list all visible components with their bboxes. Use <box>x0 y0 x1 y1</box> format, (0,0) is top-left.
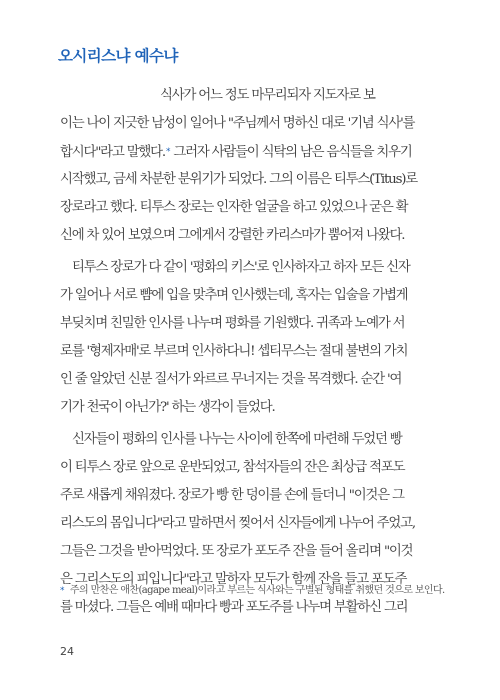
section-title: 오시리스냐 예수냐 <box>58 47 178 65</box>
text-line: 장로라고 했다. 티투스 장로는 인자한 얼굴을 하고 있었으나 굳은 확 <box>60 200 408 215</box>
text-line: 시작했고, 금세 차분한 분위기가 되었다. 그의 이름은 티투스(Titus)로 <box>60 172 418 187</box>
text-line: 이는 나이 지긋한 남성이 일어나 "주님께서 명하신 대로 '기념 식사'를 <box>60 116 415 131</box>
text-line: 로를 '형제자매'로 부르며 인사하다니! 셉티무스는 절대 불변의 가치 <box>60 344 408 359</box>
text-line: 기가 천국이 아닌가?' 하는 생각이 들었다. <box>60 400 275 415</box>
text-line: 식사가 어느 정도 마무리되자 지도자로 보 <box>160 88 375 103</box>
text-line: 주로 새롭게 채워졌다. 장로가 빵 한 덩이를 손에 들더니 "이것은 그 <box>60 488 404 503</box>
body-text <box>60 82 432 626</box>
text-line: 가 일어나 서로 뺨에 입을 맞추며 인사했는데, 혹자는 입술을 가볍게 <box>60 288 408 303</box>
text-line: 부딪치며 친밀한 인사를 나누며 평화를 기원했다. 귀족과 노예가 서 <box>60 316 405 331</box>
footnote <box>60 581 450 596</box>
paragraph-1 <box>60 82 432 250</box>
text-segment: 그러자 사람들이 식탁의 남은 음식들을 치우기 <box>173 145 412 160</box>
text-line <box>60 138 432 166</box>
text-line: 신자들이 평화의 인사를 나누는 사이에 한쪽에 마련해 두었던 빵 <box>72 432 402 447</box>
text-line: 신에 차 있어 보였으며 그에게서 강렬한 카리스마가 뿜어져 나왔다. <box>60 228 405 243</box>
text-line: 를 마셨다. 그들은 예배 때마다 빵과 포도주를 나누며 부활하신 그리 <box>60 600 408 615</box>
text-line: 은 그리스도의 피입니다"라고 말하자 모두가 함께 잔을 들고 포도주 <box>60 572 407 587</box>
text-segment: 합시다"라고 말했다. <box>60 145 165 160</box>
text-line: 인 줄 알았던 신분 질서가 와르르 무너지는 것을 목격했다. 순간 '여 <box>60 372 402 387</box>
text-line: 리스도의 몸입니다"라고 말하면서 찢어서 신자들에게 나누어 주었고, <box>60 516 415 531</box>
footnote-star-icon: * <box>60 586 64 596</box>
text-line: 티투스 장로가 다 같이 '평화의 키스'로 인사하자고 하자 모든 신자 <box>72 260 410 275</box>
footnote-marker-icon: * <box>165 147 170 157</box>
text-line: 그들은 그것을 받아먹었다. 또 장로가 포도주 잔을 들어 올리며 "이것 <box>60 544 413 559</box>
text-line: 이 티투스 장로 앞으로 운반되었고, 참석자들의 잔은 최상급 적포도 <box>60 460 405 475</box>
footnote-text: 주의 만찬은 애찬(agape meal)이라고 부르는 식사와는 구별된 형태를 취했던 것으로 보인다. <box>69 585 445 596</box>
paragraph-2 <box>60 254 432 422</box>
page-number: 24 <box>60 645 74 658</box>
